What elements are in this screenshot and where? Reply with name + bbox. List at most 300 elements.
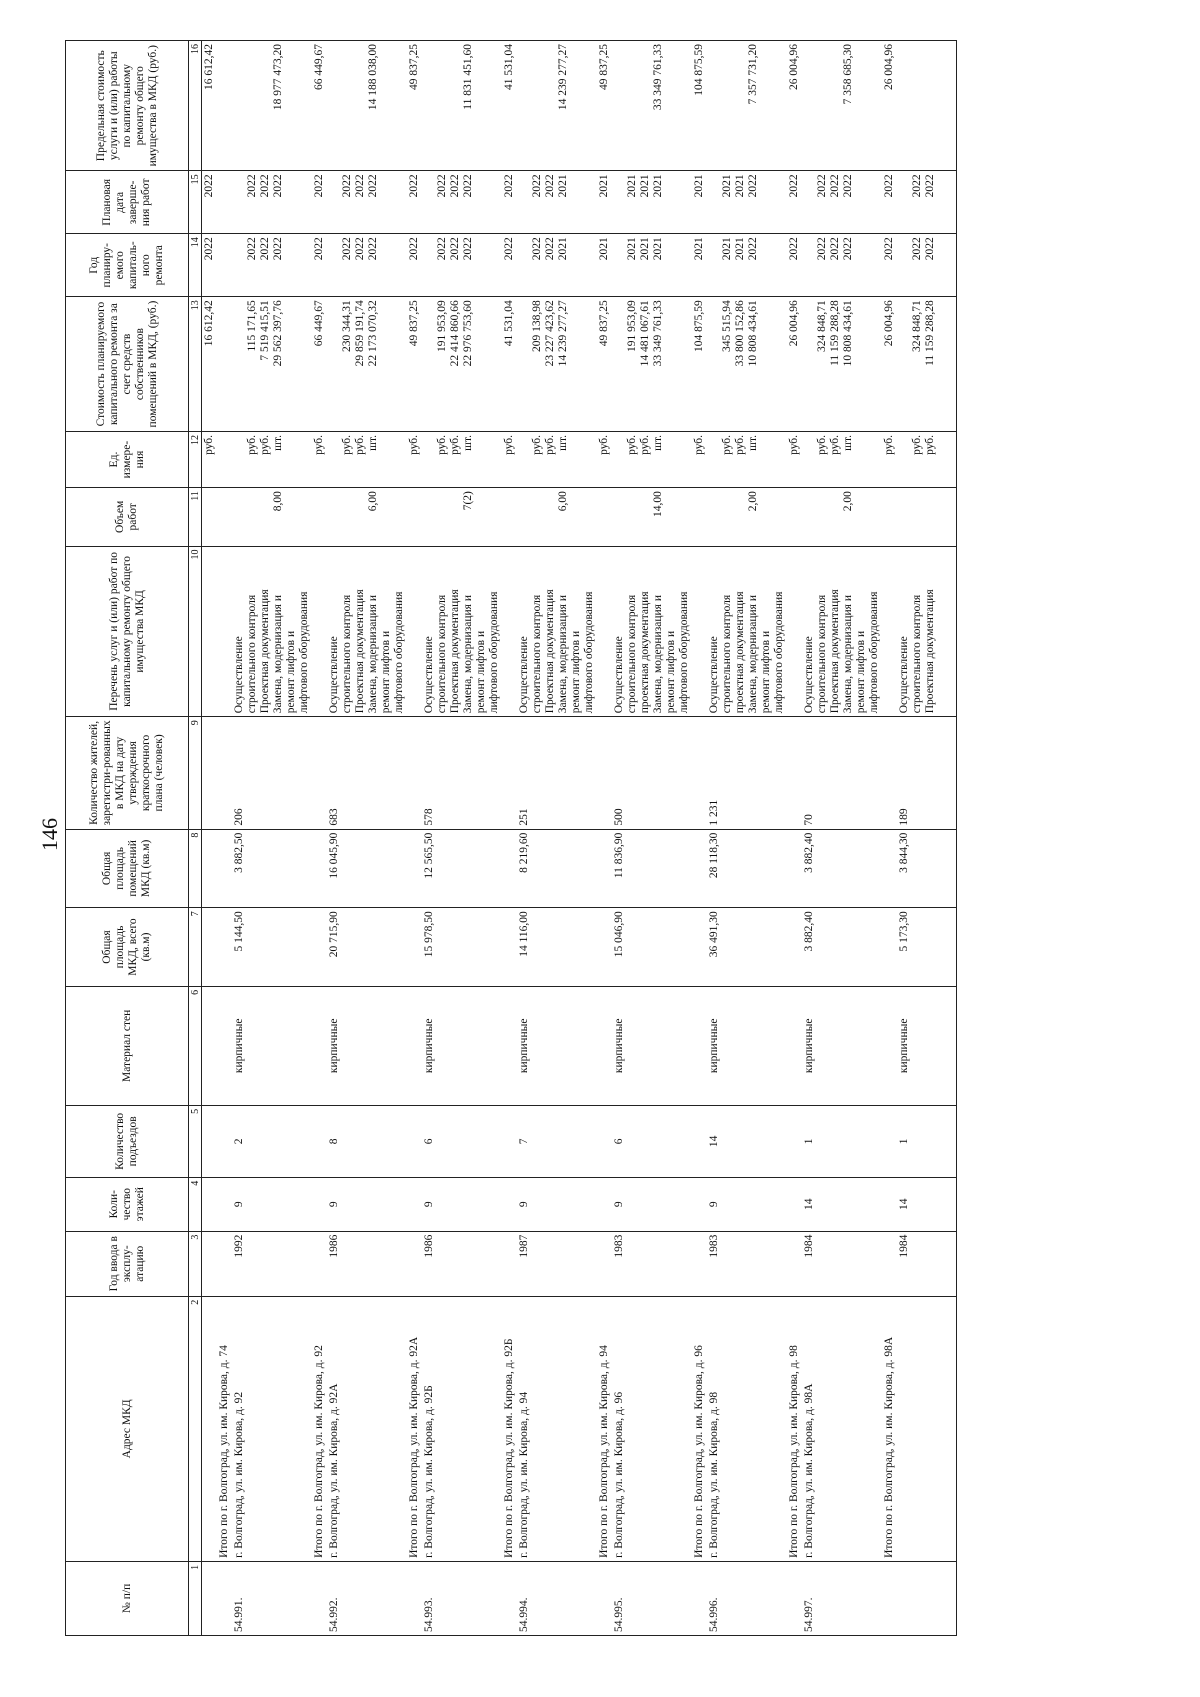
limit-cell: 16 612,42 [202,41,218,171]
premises-area-cell: 11 836,90 [612,829,692,908]
volume-value: 14,00 [652,491,664,517]
costs-line: 230 344,31 [341,300,353,352]
empty-cell [407,1105,422,1177]
dates-line: 2021 [557,174,569,198]
dates-line: 2022 [829,174,841,198]
units-line: руб. [436,434,448,455]
volume-value: 8,00 [272,491,284,512]
column-header: Количество подъездов [66,1105,189,1177]
column-header: Стоимость планируемого капитального ремонта за счет средств собственников помещений в МКД, (руб.) [66,297,189,432]
limit-cell [327,41,407,171]
years-line: 2021 [734,237,746,261]
residents-cell: 206 [232,717,312,829]
dates-cell [232,171,312,234]
work-line: Осуществление [898,636,910,714]
work-line: Осуществление [328,636,340,714]
empty-cell [787,908,802,987]
costs-line: 191 953,09 [436,300,448,352]
row-number: 54.997. [802,1561,882,1635]
units-line: шт. [842,434,854,451]
limit-cell [217,41,232,171]
empty-cell [312,546,327,717]
work-line: лифтового оборудования [868,591,880,714]
empty-cell [692,829,707,908]
limit-value: 14 188 038,00 [367,44,379,111]
work-line: Проектная документация [449,589,461,714]
costs-cell [612,297,692,432]
dates-line: 2022 [842,174,854,198]
units-cell [327,431,407,487]
residents-cell: 683 [327,717,407,829]
costs-line: 324 848,71 [816,300,828,352]
units-line: руб. [246,434,258,455]
costs-line: 23 227 423,62 [544,300,556,367]
date-cell: 2022 [407,171,422,234]
floors-cell: 9 [327,1177,407,1231]
building-row [517,41,597,1636]
column-header: Адрес МКД [66,1296,189,1561]
building-row [232,41,312,1636]
dates-line: 2022 [259,174,271,198]
date-cell: 2022 [502,171,517,234]
empty-cell [202,829,218,908]
row-number: 54.995. [612,1561,692,1635]
date-cell: 2021 [692,171,707,234]
empty-cell [217,1231,232,1296]
total-row [787,41,802,1636]
work-line: Проектная документация [259,589,271,714]
work-line: Осуществление [423,636,435,714]
total-row [502,41,517,1636]
volume-value: 6,00 [367,491,379,512]
wall-material-cell: кирпичные [707,986,787,1105]
years-line: 2022 [544,237,556,261]
year-built-cell: 1992 [232,1231,312,1296]
dates-cell [612,171,692,234]
work-line: Осуществление [613,636,625,714]
work-line: строительного контроля [911,594,923,714]
empty-cell [202,986,218,1105]
empty-cell [597,1231,612,1296]
work-line: ремонт лифтов и [285,630,297,714]
years-line: 2021 [557,237,569,261]
work-line: лифтового оборудования [298,591,310,714]
column-header: Плановая дата заверше-ния работ [66,171,189,234]
date-cell: 2022 [882,171,897,234]
floors-cell: 9 [422,1177,502,1231]
cost-cell: 66 449,67 [312,297,327,432]
units-cell [217,431,232,487]
wall-material-cell: кирпичные [802,986,882,1105]
empty-cell [692,717,707,829]
work-line: строительного контроля [721,594,733,714]
limit-cell: 104 875,59 [692,41,707,171]
empty-cell [217,1177,232,1231]
column-header: Перечень услуг и (или) работ по капитальному ремонту общего имущества МКД [66,546,189,717]
years-line: 2022 [842,237,854,261]
year-cell [217,234,232,297]
empty-cell [312,986,327,1105]
years-line: 2022 [829,237,841,261]
empty-cell [202,1177,218,1231]
empty-cell [217,1105,232,1177]
empty-cell [787,488,802,546]
years-line: 2022 [911,237,923,261]
total-area-cell: 3 882,40 [802,908,882,987]
work-line: ремонт лифтов и [665,630,677,714]
column-number: 12 [189,431,202,487]
work-line: ремонт лифтов и [855,630,867,714]
total-area-cell: 20 715,90 [327,908,407,987]
cost-cell: 41 531,04 [502,297,517,432]
years-cell [897,234,957,297]
years-line: 2022 [449,237,461,261]
dates-line: 2022 [341,174,353,198]
total-area-cell: 5 144,50 [232,908,312,987]
year-cell: 2021 [597,234,612,297]
limit-cell [897,41,957,171]
work-line: Проектная документация [354,589,366,714]
row-number [597,1561,612,1635]
units-line: руб. [354,434,366,455]
dates-cell [802,171,882,234]
work-line: лифтового оборудования [773,591,785,714]
row-number [407,1561,422,1635]
empty-cell [502,1105,517,1177]
year-built-cell: 1987 [517,1231,597,1296]
dates-line: 2022 [924,174,936,198]
empty-cell [597,829,612,908]
year-built-cell: 1984 [802,1231,882,1296]
empty-cell [407,829,422,908]
residents-cell: 189 [897,717,957,829]
total-row [217,41,232,1636]
empty-cell [502,986,517,1105]
year-cell: 2022 [787,234,802,297]
row-number: 54.993. [422,1561,502,1635]
units-cell [897,431,957,487]
work-line: строительного контроля [626,594,638,714]
cost-cell: 16 612,42 [202,297,218,432]
date-cell: 2022 [202,171,218,234]
empty-cell [597,1105,612,1177]
wall-material-cell: кирпичные [327,986,407,1105]
costs-line: 22 976 753,60 [462,300,474,367]
address-cell: Итого по г. Волгоград, ул. им. Кирова, д. 92 [312,1296,327,1561]
floors-cell: 9 [612,1177,692,1231]
work-line: лифтового оборудования [393,591,405,714]
volume-cell [802,488,882,546]
costs-line: 29 859 191,74 [354,300,366,367]
units-line: руб. [721,434,733,455]
total-row [692,41,707,1636]
units-cell: руб. [787,431,802,487]
costs-line: 22 173 070,32 [367,300,379,367]
limit-cell [612,41,692,171]
premises-area-cell: 3 882,50 [232,829,312,908]
empty-cell [692,488,707,546]
total-row [407,41,422,1636]
units-line: руб. [816,434,828,455]
address-cell: г. Волгоград, ул. им. Кирова, д. 92Б [422,1296,502,1561]
address-cell: г. Волгоград, ул. им. Кирова, д. 94 [517,1296,597,1561]
column-number: 7 [189,908,202,987]
residents-cell: 500 [612,717,692,829]
entrances-cell: 6 [422,1105,502,1177]
work-line: Осуществление [708,636,720,714]
works-cell [327,546,407,717]
dates-line: 2021 [626,174,638,198]
units-line: руб. [924,434,936,455]
years-line: 2022 [816,237,828,261]
empty-cell [407,717,422,829]
volume-cell [232,488,312,546]
costs-line: 115 171,65 [246,300,258,352]
empty-cell [882,1177,897,1231]
date-cell: 2022 [787,171,802,234]
empty-cell [787,1177,802,1231]
years-line: 2022 [747,237,759,261]
years-cell [327,234,407,297]
volume-value: 7(2) [462,491,474,511]
volume-value: 2,00 [747,491,759,512]
volume-cell [422,488,502,546]
column-number: 13 [189,297,202,432]
empty-cell [597,986,612,1105]
empty-cell [407,488,422,546]
costs-line: 324 848,71 [911,300,923,352]
year-cell: 2021 [692,234,707,297]
total-area-cell: 15 046,90 [612,908,692,987]
years-cell [517,234,597,297]
work-line: Замена, модернизация и [652,595,664,714]
empty-cell [217,717,232,829]
limit-cell: 66 449,67 [312,41,327,171]
work-line: Замена, модернизация и [557,595,569,714]
empty-cell [882,717,897,829]
works-cell [232,546,312,717]
dates-line: 2022 [436,174,448,198]
row-number [787,1561,802,1635]
empty-cell [692,986,707,1105]
rotated-table-container [65,40,1150,1636]
address-cell [897,1296,957,1561]
column-header: Предельная стоимость услуги и (или) работы по капитальному ремонту общего имущества в МКД (руб.) [66,41,189,171]
residents-cell: 251 [517,717,597,829]
column-number: 5 [189,1105,202,1177]
repair-plan-table [65,40,957,1636]
wall-material-cell: кирпичные [612,986,692,1105]
empty-cell [407,546,422,717]
costs-line: 11 159 288,28 [829,300,841,366]
empty-cell [407,986,422,1105]
row-number: 54.992. [327,1561,407,1635]
address-cell: Итого по г. Волгоград, ул. им. Кирова, д. 96 [692,1296,707,1561]
limit-value: 18 977 473,20 [272,44,284,111]
table-body [202,41,957,1636]
years-line: 2022 [259,237,271,261]
premises-area-cell: 8 219,60 [517,829,597,908]
entrances-cell: 1 [897,1105,957,1177]
building-row [802,41,882,1636]
total-area-cell: 36 491,30 [707,908,787,987]
volume-cell [707,488,787,546]
building-row [897,41,957,1636]
empty-cell [882,829,897,908]
empty-cell [502,1231,517,1296]
costs-cell [327,297,407,432]
empty-cell [202,908,218,987]
units-cell: руб. [502,431,517,487]
work-line: ремонт лифтов и [475,630,487,714]
empty-cell [502,488,517,546]
dates-line: 2022 [272,174,284,198]
costs-line: 10 808 434,61 [747,300,759,367]
units-cell: руб. [882,431,897,487]
empty-cell [312,1231,327,1296]
units-cell: руб. [407,431,422,487]
empty-cell [597,1177,612,1231]
costs-line: 345 515,94 [721,300,733,352]
empty-cell [882,1105,897,1177]
costs-cell [517,297,597,432]
limit-value: 7 358 685,30 [842,44,854,105]
work-line: строительного контроля [531,594,543,714]
dates-line: 2022 [531,174,543,198]
units-line: шт. [557,434,569,451]
address-cell: Итого по г. Волгоград, ул. им. Кирова, д. 98 [787,1296,802,1561]
empty-cell [217,546,232,717]
building-row [707,41,787,1636]
building-row [327,41,407,1636]
row-number [217,1561,232,1635]
entrances-cell: 2 [232,1105,312,1177]
address-cell [202,1296,218,1561]
column-header: Год планиру-емого капиталь-ного ремонта [66,234,189,297]
years-line: 2021 [639,237,651,261]
column-header: Количество жителей, зарегистри-рованных в МКД на дату утверждения краткосрочного плана (человек) [66,717,189,829]
volume-cell [897,488,957,546]
address-cell: Итого по г. Волгоград, ул. им. Кирова, д. 94 [597,1296,612,1561]
column-number: 2 [189,1296,202,1561]
work-line: проектная документация [639,591,651,714]
premises-area-cell: 3 882,40 [802,829,882,908]
empty-cell [312,908,327,987]
residents-cell: 70 [802,717,882,829]
empty-cell [692,1105,707,1177]
empty-cell [882,546,897,717]
units-line: руб. [829,434,841,455]
work-line: ремонт лифтов и [570,630,582,714]
cost-cell: 49 837,25 [597,297,612,432]
empty-cell [692,1177,707,1231]
volume-cell [327,488,407,546]
units-cell [422,431,502,487]
address-cell: Итого по г. Волгоград, ул. им. Кирова, д. 92Б [502,1296,517,1561]
costs-line: 14 481 067,61 [639,300,651,367]
work-line: лифтового оборудования [678,591,690,714]
entrances-cell: 1 [802,1105,882,1177]
limit-cell [802,41,882,171]
wall-material-cell: кирпичные [517,986,597,1105]
limit-cell: 49 837,25 [407,41,422,171]
empty-cell [407,908,422,987]
units-line: руб. [341,434,353,455]
limit-value: 11 831 451,60 [462,44,474,110]
dates-cell [897,171,957,234]
empty-cell [597,908,612,987]
dates-cell [707,171,787,234]
row-number [502,1561,517,1635]
year-built-cell: 1986 [327,1231,407,1296]
years-line: 2022 [367,237,379,261]
empty-cell [407,1231,422,1296]
year-built-cell: 1983 [612,1231,692,1296]
page-number: 146 [37,818,62,851]
address-cell: Итого по г. Волгоград, ул. им. Кирова, д. 74 [217,1296,232,1561]
column-number: 14 [189,234,202,297]
empty-cell [692,1231,707,1296]
dates-line: 2022 [354,174,366,198]
empty-cell [692,908,707,987]
work-line: Осуществление [518,636,530,714]
work-line: ремонт лифтов и [760,630,772,714]
entrances-cell: 14 [707,1105,787,1177]
works-cell [802,546,882,717]
floors-cell: 9 [707,1177,787,1231]
years-line: 2022 [924,237,936,261]
total-row [312,41,327,1636]
row-number [882,1561,897,1635]
entrances-cell: 8 [327,1105,407,1177]
units-cell: руб. [202,431,218,487]
column-header: Материал стен [66,986,189,1105]
empty-cell [597,717,612,829]
dates-line: 2022 [544,174,556,198]
units-cell [232,431,312,487]
work-line: строительного контроля [816,594,828,714]
costs-line: 209 138,98 [531,300,543,352]
work-line: лифтового оборудования [488,591,500,714]
costs-cell [232,297,312,432]
building-row [422,41,502,1636]
costs-line: 10 808 434,61 [842,300,854,367]
empty-cell [787,1105,802,1177]
dates-line: 2021 [734,174,746,198]
limit-value: 7 357 731,20 [747,44,759,105]
column-number: 9 [189,717,202,829]
volume-value: 2,00 [842,491,854,512]
address-cell: г. Волгоград, ул. им. Кирова, д. 92 [232,1296,312,1561]
dates-cell [517,171,597,234]
dates-line: 2021 [639,174,651,198]
units-line: шт. [272,434,284,451]
empty-cell [202,1105,218,1177]
column-number: 1 [189,1561,202,1635]
row-number [312,1561,327,1635]
years-cell [707,234,787,297]
empty-cell [217,986,232,1105]
work-line: Осуществление [803,636,815,714]
limit-cell: 49 837,25 [597,41,612,171]
units-cell [802,431,882,487]
total-area-cell: 5 173,30 [897,908,957,987]
building-row [612,41,692,1636]
volume-cell [612,488,692,546]
row-number [202,1561,218,1635]
column-number: 10 [189,546,202,717]
work-line: Проектная документация [829,589,841,714]
